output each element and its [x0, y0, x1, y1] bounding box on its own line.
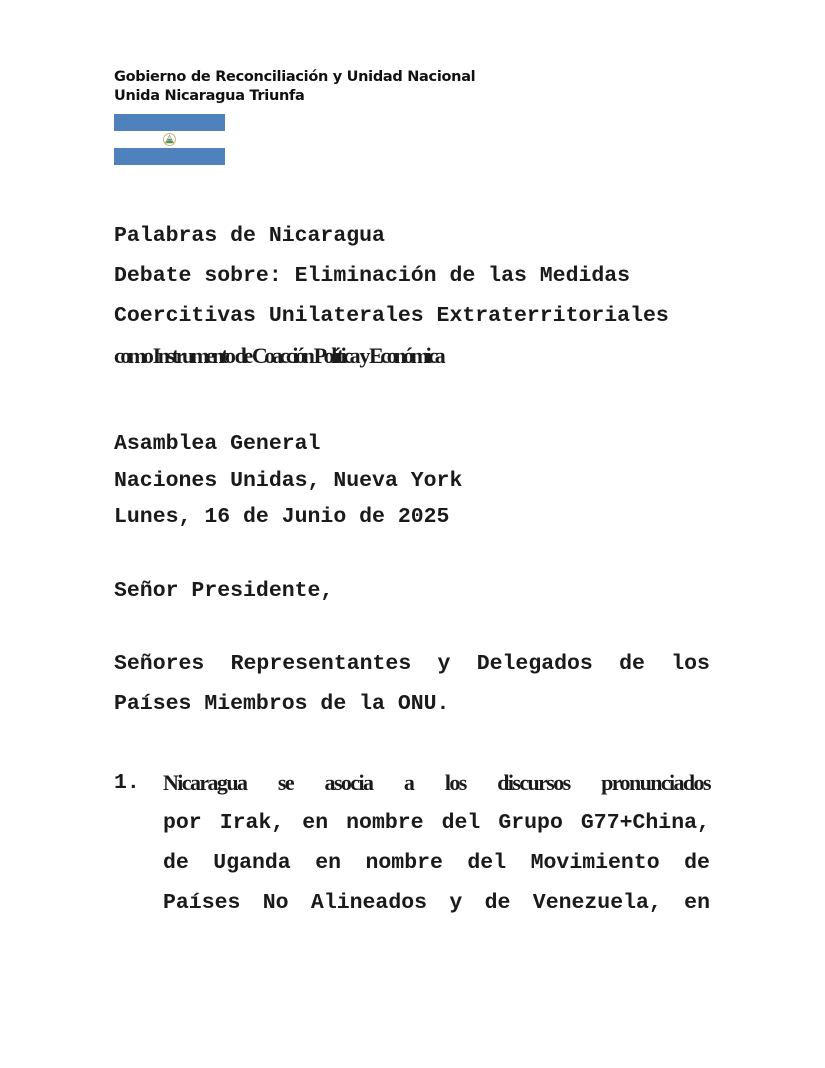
- government-slogan: Unida Nicaragua Triunfa: [114, 88, 305, 104]
- word: de: [684, 851, 710, 875]
- word: en: [315, 851, 342, 875]
- word: Países: [163, 891, 241, 915]
- word: Representantes: [230, 652, 412, 676]
- meeting-date: Lunes, 16 de Junio de 2025: [114, 505, 450, 529]
- title-line-2: Debate sobre: Eliminación de las Medidas: [114, 264, 631, 288]
- addressees: [114, 644, 710, 724]
- word: del: [467, 851, 507, 875]
- word: Irak,: [219, 811, 285, 835]
- word: los: [444, 770, 466, 795]
- word: de: [163, 851, 189, 875]
- flag-stripe-top: [114, 114, 225, 131]
- word: de: [484, 891, 511, 915]
- flag-stripe-bottom: [114, 148, 225, 165]
- paragraph-line: [163, 843, 710, 883]
- word: Señores: [114, 652, 205, 676]
- paragraph-line: [163, 883, 710, 923]
- addressees-line-2: Países Miembros de la ONU.: [114, 692, 450, 716]
- title-line-1: Palabras de Nicaragua: [114, 224, 385, 248]
- meeting-info: [114, 426, 462, 536]
- paragraph-number: 1.: [114, 771, 140, 795]
- word: a: [403, 770, 414, 795]
- word: de: [619, 652, 645, 676]
- word: No: [262, 891, 289, 915]
- salutation: Señor Presidente,: [114, 579, 334, 603]
- word: los: [671, 652, 710, 676]
- nicaragua-flag: [114, 114, 225, 165]
- word: G77+China,: [580, 811, 710, 835]
- word: pronunciados: [601, 770, 710, 795]
- word: Delegados: [476, 652, 593, 676]
- word: se: [277, 770, 294, 795]
- flag-stripe-middle: [114, 131, 225, 148]
- meeting-location: Naciones Unidas, Nueva York: [114, 468, 463, 493]
- word: Nicaragua: [163, 770, 247, 795]
- paragraph-body: [163, 763, 710, 923]
- word: del: [441, 811, 481, 835]
- word: nombre: [365, 851, 443, 875]
- word: Uganda: [213, 851, 291, 875]
- paragraph-line: [163, 763, 710, 803]
- word: Grupo: [498, 811, 563, 835]
- word: discursos: [497, 770, 570, 795]
- word: asocia: [324, 770, 373, 795]
- paragraph-line: [163, 803, 710, 843]
- meeting-body: Asamblea General: [114, 432, 321, 456]
- word: Venezuela,: [532, 891, 662, 915]
- word: por: [163, 811, 202, 835]
- title-line-3: Coercitivas Unilaterales Extraterritoriales: [114, 304, 669, 328]
- word: nombre: [346, 811, 424, 835]
- government-name: Gobierno de Reconciliación y Unidad Nacional: [114, 69, 476, 85]
- addressees-line-1: [114, 644, 710, 684]
- speech-title: [114, 216, 669, 378]
- word: y: [449, 891, 463, 915]
- title-line-4: como Instrumento de Coacción Política y Económica: [114, 343, 443, 368]
- word: y: [437, 652, 451, 676]
- word: Movimiento: [530, 851, 660, 875]
- word: Alineados: [310, 891, 428, 915]
- word: en: [684, 891, 710, 915]
- coat-of-arms-icon: [162, 133, 177, 146]
- word: en: [302, 811, 329, 835]
- letterhead: [114, 68, 475, 106]
